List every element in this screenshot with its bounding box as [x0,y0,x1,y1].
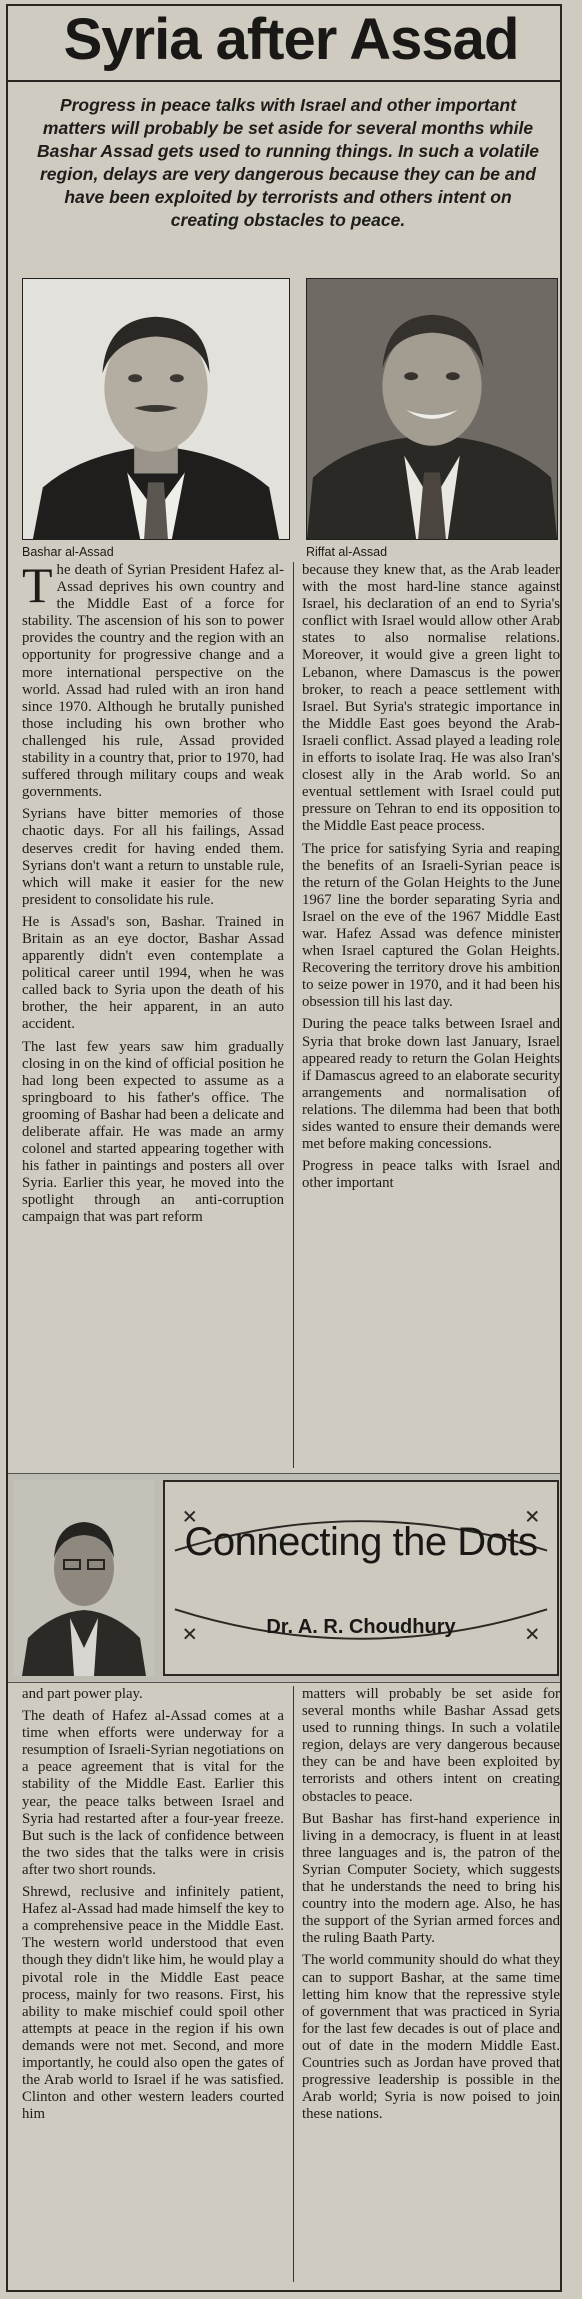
column-logo [163,1480,559,1676]
paragraph-2: Syrians have bitter memories of those chaotic days. For all his failings, Assad deserves credit for having ended them. Syrians don't want a return to unstable rule, which will make it easier for the new president to consolidate his rule. [22,806,284,908]
column-rule [293,1686,294,2282]
paragraph-2: But Bashar has first-hand experience in living in a democracy, is fluent in at least three languages and is, the patron of the Syrian Computer Society, which suggests that he understands the need to bring his country into the modern age. Also, he has the support of the Syrian armed forces and the ruling Baath Party. [302,1810,560,1947]
article-column-lower-left [22,1686,284,2282]
column-logo-title: Connecting the Dots [184,1520,538,1564]
photo-bashar [22,278,290,540]
caption-riffat: Riffat al-Assad [306,545,388,559]
author-byline: Dr. A. R. Choudhury [266,1616,456,1638]
headline: Syria after Assad [63,7,519,72]
paragraph-1: matters will probably be set aside for several months while Bashar Assad gets used to running things. In such a volatile region, delays are very dangerous because they can be and have been exploited by terrorists and others intent on creating obstacles to peace. [302,1686,560,1805]
paragraph-3: He is Assad's son, Bashar. Trained in Britain as an eye doctor, Bashar Assad apparently didn't even contemplate a political career until 1994, when he was called back to Syria upon the death of his brother, the heir apparent, in an auto accident. [22,913,284,1033]
paragraph-3: Shrewd, reclusive and infinitely patient, Hafez al-Assad had made himself the key to a comprehensive peace in the Middle East. The western world understood that even though they didn't like him, he would play a pivotal role in the Middle East peace process, mainly for two reasons. First, his ability to make mischief could spoil other attempts at peace in the region if his own demands were not met. Second, and more importantly, he could also open the gates of the Arab world to Israel if he was satisfied. Clinton and other western leaders courted him [22,1884,284,2123]
paragraph-4: The last few years saw him gradually closing in on the kind of official position he had long been expected to assume as a springboard to his father's office. The grooming of Bashar had been a delicate and deliberate affair. He was made an army colonel and started appearing together with his father in paintings and posters all over Syria. Earlier this year, he moved into the spotlight through an anti-corruption campaign that was part reform [22,1038,284,1226]
drop-cap: T [22,562,53,613]
photo-riffat [306,278,558,540]
paragraph-1: because they knew that, as the Arab leader with the most hard-line stance against Israel, his declaration of an end to Syria's conflict with Israel would allow other Arab states to also normalise relations. Moreover, it would give a green light to Lebanon, where Damascus is the power broker, to reach a peace settlement with Israel. But Syria's strategic importance in the Middle East goes beyond the Arab-Israeli conflict. Assad played a leading role in efforts to isolate Iraq. He was also Iran's closest ally in the Arab world. So an eventual settlement with Israel could put pressure on Tehran to end its opposition to the Middle East peace process. [302,562,560,835]
author-portrait [14,1480,154,1676]
caption-bashar: Bashar al-Assad [22,545,114,559]
paragraph-1: and part power play. [22,1686,143,1702]
paragraph-text: he death of Syrian President Hafez al-Assad deprives his own country and the Middle East of a force for stability. The ascension of his son to power provides the country and the region with an opportunity for progressive change and a more international perspective on the world. Assad had ruled with an iron hand since 1970. Although he brutally punished those including his own brother who challenged his rule, Assad provided stability in a country that, prior to 1970, had suffered through military coups and weak governments. [22,562,284,801]
paragraph-3: The world community should do what they can to support Bashar, at the same time letting him know that the repressive style of government that was practiced in Syria for the last few decades is out of place and out of date in the modern Middle East. Countries such as Jordan have proved that progressive leadership is possible in the Arab world; Syria is now poised to join these nations. [302,1952,560,2123]
paragraph-1 [22,562,284,801]
column-rule [293,562,294,1468]
portrait-image [307,279,557,539]
article-column-lower-right [302,1686,560,2282]
article-column-upper-right [302,562,560,1468]
portrait-image [23,279,289,539]
paragraph-2: The death of Hafez al-Assad comes at a time when efforts were underway for a resumption of Israeli-Syrian negotiations on a peace agreement that is vital for the stability of the Middle East. Earlier this year, the peace talks between Israel and Syria had restarted after a four-year freeze. But such is the lack of confidence between the two sides that the talks were in crisis after two short rounds. [22,1708,284,1878]
dots-decoration [165,1482,557,1674]
paragraph-4: Progress in peace talks with Israel and other important [302,1158,560,1192]
article-column-upper-left [22,562,284,1468]
photo-author [14,1480,154,1676]
headline-rule [8,80,560,82]
deck-summary: Progress in peace talks with Israel and other important matters will probably be set aside for several months while Bashar Assad gets used to running things. In such a volatile region, delays are very dangerous because they can be and have been exploited by terrorists and others intent on creating obstacles to peace. [36,95,540,230]
paragraph-2: The price for satisfying Syria and reaping the benefits of an Israeli-Syrian peace is the return of the Golan Heights to the June 1967 line the border separating Syria and Israel on the eve of the 1967 Middle East war. Hafez Assad was defence minister when Israel captured the Golan Heights. Recovering the territory drove his ambition to seize power in 1970, and it had been his obsession till his last day. [302,840,560,1011]
paragraph-3: During the peace talks between Israel and Syria that broke down last January, Israel appeared ready to return the Golan Heights if Damascus agreed to an elaborate security arrangements and normalisation of relations. The dilemma had been that both sides wanted to ensure their demands were met before making concessions. [302,1016,560,1153]
